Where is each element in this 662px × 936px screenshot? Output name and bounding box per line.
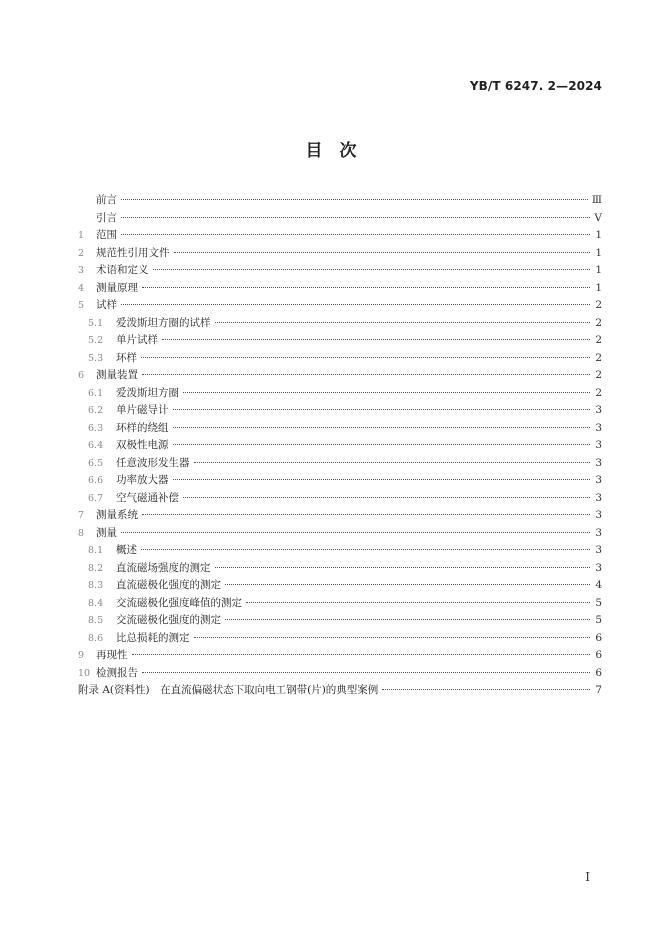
dot-leader [174,252,591,253]
toc-entry-page: Ⅴ [594,211,602,224]
toc-entry-page: 3 [595,509,602,521]
toc-entry-label: 再现性 [96,649,128,661]
toc-entry[interactable] [78,262,602,280]
toc-entry[interactable] [78,332,602,350]
toc-entry-page: 3 [595,421,602,434]
toc-entry-number: 6.3 [88,422,104,434]
toc-entry-label: 概述 [116,544,137,556]
dot-leader [153,269,591,270]
toc-entry[interactable] [78,472,602,490]
toc-entry-label: 前言 [96,194,117,206]
toc-entry[interactable] [78,420,602,438]
dot-leader [132,654,591,655]
toc-entry-page: 3 [595,561,602,574]
toc-entry-label: 任意波形发生器 [116,456,190,469]
toc-entry-page: 6 [595,631,602,644]
toc-entry-page: 3 [595,404,602,416]
toc-entry-label: 范围 [96,229,117,241]
toc-entry-page: 2 [595,386,602,399]
toc-entry[interactable] [78,560,602,578]
toc-entry-number: 8.5 [88,615,104,626]
dot-leader [142,374,590,375]
toc-entry[interactable] [78,665,602,683]
toc-entry-number: 5.3 [88,352,104,364]
toc-entry[interactable] [78,402,602,420]
toc-entry-page: 3 [595,474,602,486]
toc-entry-number: 6 [78,370,85,381]
dot-leader [215,567,591,568]
dot-leader [183,497,590,498]
toc-entry-label: 直流磁场强度的测定 [116,561,211,574]
toc-entry-number: 8.3 [88,580,104,591]
toc-entry[interactable] [78,647,602,665]
toc-entry-page: 6 [595,666,602,679]
toc-entry-number: 8.2 [88,562,104,574]
page-number: I [585,870,590,884]
dot-leader [121,217,590,218]
toc-entry-page: 1 [595,264,602,276]
toc-entry-page: 3 [595,491,602,504]
dot-leader [194,462,591,463]
dot-leader [183,392,590,393]
toc-entry-label: 单片磁导计 [116,404,169,416]
toc-entry-number: 5.2 [88,335,104,346]
dot-leader [121,304,590,305]
toc-entry-label: 测量 [96,526,117,539]
toc-entry-label: 功率放大器 [116,474,169,486]
toc-entry-page: 2 [595,316,602,329]
dot-leader [173,444,591,445]
toc-entry[interactable] [78,297,602,315]
toc-entry-label: 爱泼斯坦方圈的试样 [116,316,211,329]
toc-entry-label: 术语和定义 [96,264,149,276]
toc-entry[interactable] [78,525,602,543]
toc-entry[interactable] [78,542,602,560]
toc-entry[interactable] [78,630,602,648]
dot-leader [225,619,590,620]
toc-entry-label: 交流磁极化强度的测定 [116,614,221,626]
toc-entry-number: 6.5 [88,457,104,469]
toc-entry[interactable] [78,595,602,613]
toc-entry-number: 8.1 [88,545,104,556]
toc-entry-page: Ⅲ [591,194,602,206]
toc-entry-label: 直流磁极化强度的测定 [116,579,221,591]
toc-entry[interactable] [78,192,602,210]
toc-entry-label: 试样 [96,299,117,311]
toc-entry-page: 4 [595,579,602,591]
toc-entry-number: 8.4 [88,597,104,609]
dot-leader [246,602,590,603]
toc-entry[interactable] [78,507,602,525]
toc-entry-label: 检测报告 [96,666,138,679]
toc-entry-label: 测量系统 [96,509,138,521]
toc-entry-page: 1 [595,246,602,259]
toc-entry-label: 引言 [96,211,117,224]
toc-entry[interactable] [78,437,602,455]
dot-leader [142,514,590,515]
toc-entry-number: 8 [78,527,85,539]
toc-entry-page: 3 [595,439,602,451]
toc-entry-number: 4 [78,282,85,294]
toc-entry-number: 9 [78,650,85,661]
toc-entry-label: 附录 A(资料性) 在直流偏磁状态下取向电工钢带(片)的典型案例 [78,684,379,696]
toc-entry-page: 2 [595,351,602,364]
toc-entry-label: 交流磁极化强度峰值的测定 [116,596,242,609]
toc-entry-number: 6.7 [88,492,104,504]
dot-leader [142,287,590,288]
toc-entry[interactable] [78,455,602,473]
toc-entry-number: 6.4 [88,440,104,451]
toc-entry-page: 3 [595,526,602,539]
toc-entry-number: 7 [78,510,85,521]
dot-leader [215,322,591,323]
toc-entry-label: 测量装置 [96,369,138,381]
toc-entry[interactable] [78,577,602,595]
table-of-contents [78,192,602,700]
toc-entry[interactable] [78,385,602,403]
dot-leader [142,672,590,673]
dot-leader [173,409,591,410]
toc-entry-number: 10 [78,667,91,679]
toc-entry-label: 空气磁通补偿 [116,491,179,504]
dot-leader [121,199,588,200]
dot-leader [141,357,590,358]
toc-entry-label: 爱泼斯坦方圈 [116,386,179,399]
toc-entry-page: 3 [595,456,602,469]
toc-entry-number: 8.6 [88,632,104,644]
toc-entry-label: 环样的绕组 [116,421,169,434]
toc-entry-page: 1 [595,229,602,241]
toc-entry[interactable] [78,367,602,385]
toc-entry-page: 2 [595,299,602,311]
toc-entry-page: 6 [595,649,602,661]
dot-leader [194,637,591,638]
dot-leader [382,689,590,690]
toc-entry-page: 1 [595,281,602,294]
toc-entry[interactable] [78,350,602,368]
dot-leader [173,427,591,428]
dot-leader [141,549,590,550]
toc-entry-number: 5.1 [88,317,104,329]
toc-entry-page: 5 [595,596,602,609]
dot-leader [162,339,590,340]
toc-entry-label: 比总损耗的测定 [116,631,190,644]
toc-entry-label: 单片试样 [116,334,158,346]
toc-entry-number: 6.6 [88,475,104,486]
toc-entry[interactable] [78,315,602,333]
toc-entry-label: 双极性电源 [116,439,169,451]
toc-entry-page: 3 [595,544,602,556]
dot-leader [173,479,591,480]
toc-entry-page: 7 [595,684,602,696]
toc-entry[interactable] [78,682,602,700]
toc-entry[interactable] [78,227,602,245]
page-title: 目 次 [305,141,357,161]
toc-entry-page: 5 [595,614,602,626]
toc-entry-label: 测量原理 [96,281,138,294]
dot-leader [121,234,590,235]
toc-entry[interactable] [78,245,602,263]
toc-entry-number: 3 [78,265,85,276]
toc-entry[interactable] [78,280,602,298]
toc-entry-page: 2 [595,369,602,381]
standard-code: YB/T 6247. 2—2024 [469,79,602,93]
toc-entry[interactable] [78,612,602,630]
toc-entry-number: 6.1 [88,387,104,399]
toc-entry-number: 2 [78,247,85,259]
toc-entry[interactable] [78,210,602,228]
toc-entry[interactable] [78,490,602,508]
toc-entry-page: 2 [595,334,602,346]
toc-entry-label: 规范性引用文件 [96,246,170,259]
dot-leader [121,532,590,533]
toc-entry-number: 5 [78,300,85,311]
toc-entry-number: 1 [78,230,85,241]
dot-leader [225,584,590,585]
toc-entry-label: 环样 [116,351,137,364]
toc-entry-number: 6.2 [88,405,104,416]
